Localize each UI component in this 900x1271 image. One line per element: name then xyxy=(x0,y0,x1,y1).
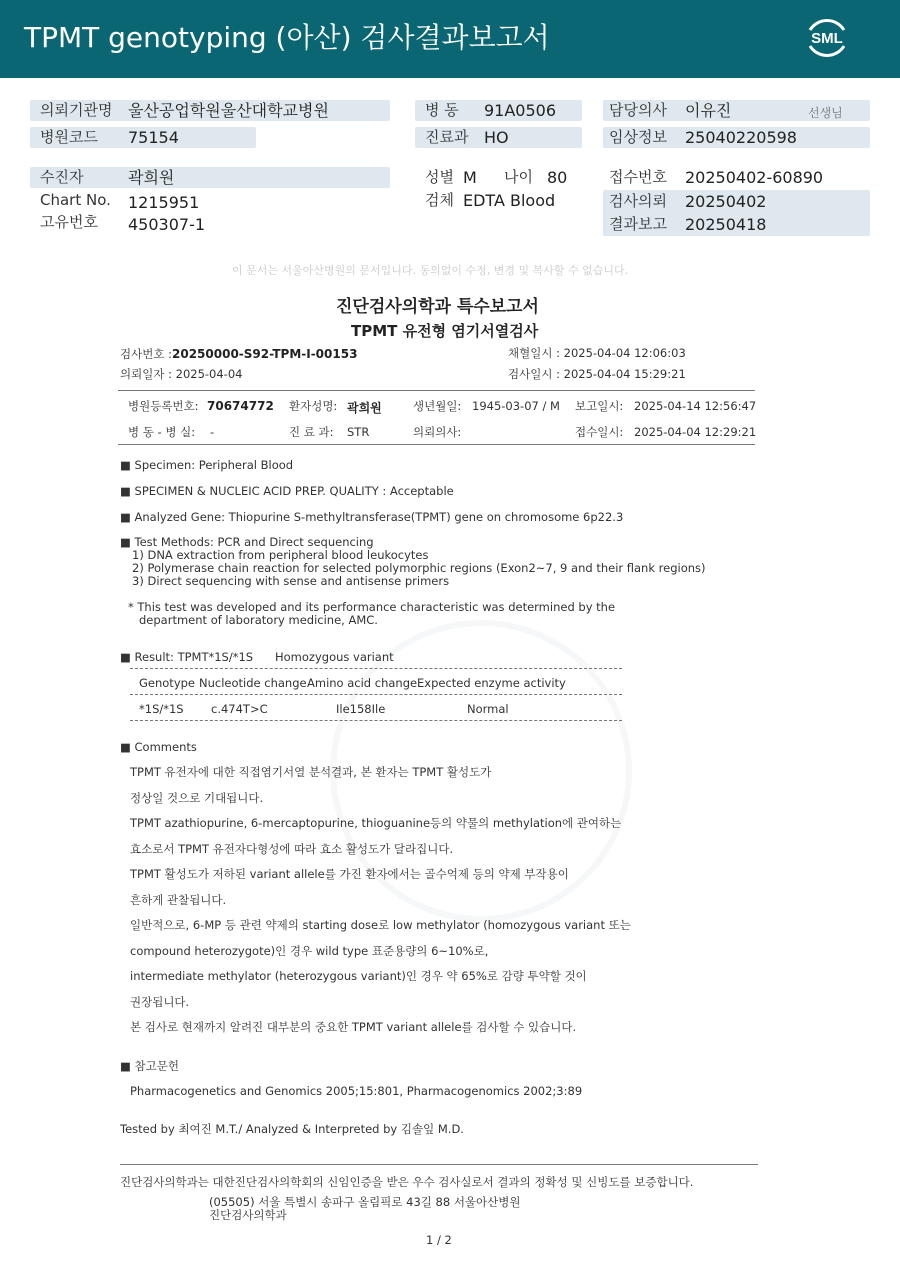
table-cell-nucleotide: c.474T>C xyxy=(211,702,268,716)
methods-head: ■ Test Methods: PCR and Direct sequencing xyxy=(120,535,374,549)
comment-line: TPMT azathiopurine, 6-mercaptopurine, thioguanine등의 약물의 methylation에 관여하는 xyxy=(130,816,622,830)
patient-label: 수진자 xyxy=(40,168,84,186)
test-time: 검사일시 : 2025-04-04 15:29:21 xyxy=(508,367,686,381)
request-date: 의뢰일자 : 2025-04-04 xyxy=(120,367,243,381)
table-rule-1 xyxy=(130,668,622,669)
institution-value: 울산공업학원울산대학교병원 xyxy=(128,101,329,120)
footer-dept: 진단검사의학과 xyxy=(209,1208,287,1222)
footer-rule xyxy=(120,1164,758,1165)
footer-address: (05505) 서울 특별시 송파구 올림픽로 43길 88 서울아산병원 xyxy=(209,1195,521,1209)
table-header-amino: Amino acid change xyxy=(307,676,418,690)
age-label: 나이 xyxy=(504,168,533,186)
uid-value: 450307-1 xyxy=(128,215,206,234)
table-cell-genotype: *1S/*1S xyxy=(139,702,184,716)
method-3: 3) Direct sequencing with sense and antisense primers xyxy=(132,574,450,588)
comment-line: intermediate methylator (heterozygous variant)인 경우 약 65%로 감량 투약할 것이 xyxy=(130,969,587,983)
pt-name-label: 환자성명: xyxy=(289,399,338,413)
exam-no-value: 20250000-S92-TPM-I-00153 xyxy=(172,347,358,361)
quality-line: ■ SPECIMEN & NUCLEIC ACID PREP. QUALITY : Acceptable xyxy=(120,484,454,498)
comment-line: 본 검사로 현재까지 알려진 대부분의 중요한 TPMT variant allele를 검사할 수 있습니다. xyxy=(130,1020,577,1034)
watermark-notice: 이 문서는 서울아산병원의 문서입니다. 동의없이 수정, 변경 및 복사할 수 없습니다. xyxy=(232,264,629,277)
note-line-2: department of laboratory medicine, AMC. xyxy=(139,613,378,627)
refs-text: Pharmacogenetics and Genomics 2005;15:801, Pharmacogenomics 2002;3:89 xyxy=(130,1084,583,1098)
report-label: 결과보고 xyxy=(609,215,667,233)
reg-no-label: 병원등록번호: xyxy=(128,399,199,413)
uid-label: 고유번호 xyxy=(40,213,98,231)
result-type: Homozygous variant xyxy=(275,650,394,664)
note-line-1: * This test was developed and its performance characteristic was determined by the xyxy=(128,600,616,614)
doctor-value: 이유진 xyxy=(685,101,732,120)
comment-line: 일반적으로, 6-MP 등 관련 약제의 starting dose로 low methylator (homozygous variant 또는 xyxy=(130,918,631,932)
specimen-line: ■ Specimen: Peripheral Blood xyxy=(120,458,294,472)
table-cell-amino: Ile158Ile xyxy=(336,702,386,716)
rule-top xyxy=(118,390,755,391)
hospital-code-label: 병원코드 xyxy=(40,128,98,146)
pt-name-value: 곽희원 xyxy=(347,401,382,415)
request-label: 검사의뢰 xyxy=(609,192,667,210)
ward-room-value: - xyxy=(210,425,215,439)
ward-value: 91A0506 xyxy=(484,101,557,120)
result-head: ■ Result: TPMT*1S/*1S xyxy=(120,650,254,664)
logo-text: SML xyxy=(811,30,843,47)
table-rule-3 xyxy=(130,720,622,721)
report-value: 20250418 xyxy=(685,215,767,234)
method-2: 2) Polymerase chain reaction for selected polymorphic regions (Exon2~7, 9 and their flank regions) xyxy=(132,561,706,575)
patient-value: 곽희원 xyxy=(128,168,175,187)
comments-head: ■ Comments xyxy=(120,740,197,754)
table-header-genotype: Genotype xyxy=(139,676,196,690)
info-bar-patient xyxy=(30,167,390,188)
chart-label: Chart No. xyxy=(40,191,111,209)
clinical-label: 임상정보 xyxy=(609,128,667,146)
ward-label: 병 동 xyxy=(425,101,459,119)
receipt-time-label: 접수일시: xyxy=(575,425,624,439)
age-value: 80 xyxy=(547,168,568,187)
table-rule-2 xyxy=(130,694,622,695)
comment-line: 권장됩니다. xyxy=(130,995,190,1009)
chart-value: 1215951 xyxy=(128,193,200,212)
clinical-value: 25040220598 xyxy=(685,128,797,147)
dob-label: 생년월일: xyxy=(413,399,462,413)
comment-line: 흔하게 관찰됩니다. xyxy=(130,893,227,907)
ward-room-label: 병 동 - 병 실: xyxy=(128,425,196,439)
doctor-label: 담당의사 xyxy=(609,101,667,119)
specimen-label: 검체 xyxy=(425,191,454,209)
dept-value: HO xyxy=(484,128,509,147)
method-1: 1) DNA extraction from peripheral blood leukocytes xyxy=(132,548,429,562)
receipt-value: 20250402-60890 xyxy=(685,168,824,187)
doctor-suffix: 선생님 xyxy=(808,106,843,120)
table-cell-activity: Normal xyxy=(467,702,509,716)
table-header-activity: Expected enzyme activity xyxy=(417,676,566,690)
gene-line: ■ Analyzed Gene: Thiopurine S-methyltransferase(TPMT) gene on chromosome 6p22.3 xyxy=(120,510,624,524)
tested-by: Tested by 최여진 M.T./ Analyzed & Interpreted by 김솔잎 M.D. xyxy=(120,1122,464,1136)
sml-logo xyxy=(802,12,852,62)
comment-line: 정상일 것으로 기대됩니다. xyxy=(130,791,264,805)
dept-label: 진료과 xyxy=(425,128,469,146)
receipt-time-value: 2025-04-04 12:29:21 xyxy=(634,425,757,439)
req-doctor-label: 의뢰의사: xyxy=(413,425,462,439)
report-time-label: 보고일시: xyxy=(575,399,624,413)
comment-line: compound heterozygote)인 경우 wild type 표준용량의 6~10%로, xyxy=(130,944,489,958)
receipt-label: 접수번호 xyxy=(609,168,667,186)
hospital-code-value: 75154 xyxy=(128,128,179,147)
comment-line: TPMT 유전자에 대한 직접염기서열 분석결과, 본 환자는 TPMT 활성도가 xyxy=(130,765,492,779)
table-header-nucleotide: Nucleotide change xyxy=(199,676,307,690)
request-value: 20250402 xyxy=(685,192,767,211)
comment-line: 효소로서 TPMT 유전자다형성에 따라 효소 활성도가 달라집니다. xyxy=(130,842,454,856)
comment-line: TPMT 활성도가 저하된 variant allele를 가진 환자에서는 골수억제 등의 약제 부작용이 xyxy=(130,867,569,881)
report-time-value: 2025-04-14 12:56:47 xyxy=(634,399,757,413)
exam-no-label: 검사번호 : xyxy=(120,347,172,361)
report-title: 진단검사의학과 특수보고서 xyxy=(336,297,539,317)
rule-bottom xyxy=(118,444,755,445)
rpt-dept-value: STR xyxy=(347,425,370,439)
report-subtitle: TPMT 유전형 염기서열검사 xyxy=(351,322,539,340)
reg-no-value: 70674772 xyxy=(207,399,274,413)
rpt-dept-label: 진 료 과: xyxy=(289,425,334,439)
collection-time: 채혈일시 : 2025-04-04 12:06:03 xyxy=(508,346,686,360)
institution-label: 의뢰기관명 xyxy=(40,101,113,119)
sex-value: M xyxy=(463,168,477,187)
sex-label: 성별 xyxy=(425,168,454,186)
dob-value: 1945-03-07 / M xyxy=(472,399,560,413)
footer-cert: 진단검사의학과는 대한진단검사의학회의 신임인증을 받은 우수 검사실로서 결과의 정확성 및 신빙도를 보증합니다. xyxy=(120,1175,694,1189)
page-number: 1 / 2 xyxy=(426,1233,452,1247)
page-title: TPMT genotyping (아산) 검사결과보고서 xyxy=(24,21,550,54)
specimen-value: EDTA Blood xyxy=(463,191,556,210)
refs-head: ■ 참고문헌 xyxy=(120,1059,179,1073)
